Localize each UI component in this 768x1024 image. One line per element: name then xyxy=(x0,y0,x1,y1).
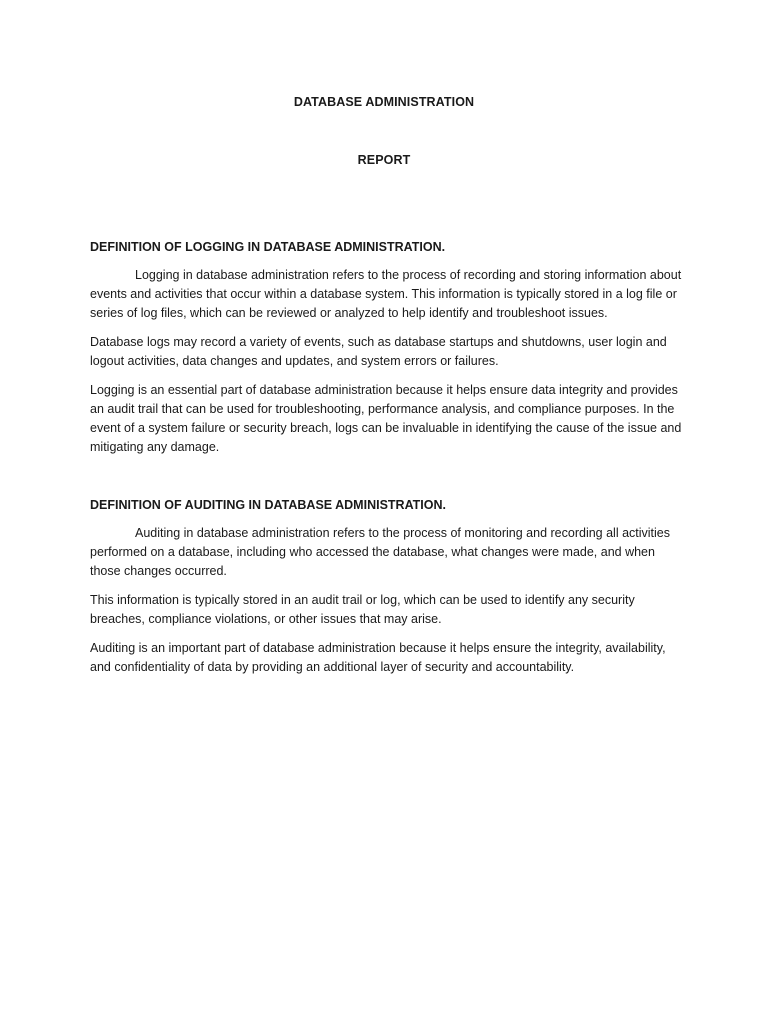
paragraph: Logging is an essential part of database administration because it helps ensure data integrity and provides an audit trail that can be used for troubleshooting, performance analysis, and compliance purposes. In the event of a system failure or security breach, logs can be invaluable in identifying the cause of the issue and mitigating any damage. xyxy=(90,383,682,454)
section-auditing xyxy=(90,498,682,687)
paragraph: Database logs may record a variety of events, such as database startups and shutdowns, user login and logout activities, data changes and updates, and system errors or failures. xyxy=(90,335,667,368)
paragraph: Logging in database administration refers to the process of recording and storing information about events and activities that occur within a database system. This information is typically stored in a log file or series of log files, which can be reviewed or analyzed to help identify and troubleshoot issues. xyxy=(90,268,682,320)
section-heading: DEFINITION OF LOGGING IN DATABASE ADMINISTRATION. xyxy=(90,240,446,254)
paragraph: This information is typically stored in an audit trail or log, which can be used to identify any security breaches, compliance violations, or other issues that may arise. xyxy=(90,593,635,626)
paragraph: Auditing in database administration refers to the process of monitoring and recording all activities performed on a database, including who accessed the database, what changes were made, and when those changes occurred. xyxy=(90,526,671,578)
section-heading: DEFINITION OF AUDITING IN DATABASE ADMINISTRATION. xyxy=(90,498,446,512)
document-title: DATABASE ADMINISTRATION xyxy=(293,95,475,109)
section-logging xyxy=(90,240,682,467)
paragraph: Auditing is an important part of database administration because it helps ensure the integrity, availability, and confidentiality of data by providing an additional layer of security and accountability. xyxy=(90,641,666,674)
document-subtitle: REPORT xyxy=(357,153,411,167)
